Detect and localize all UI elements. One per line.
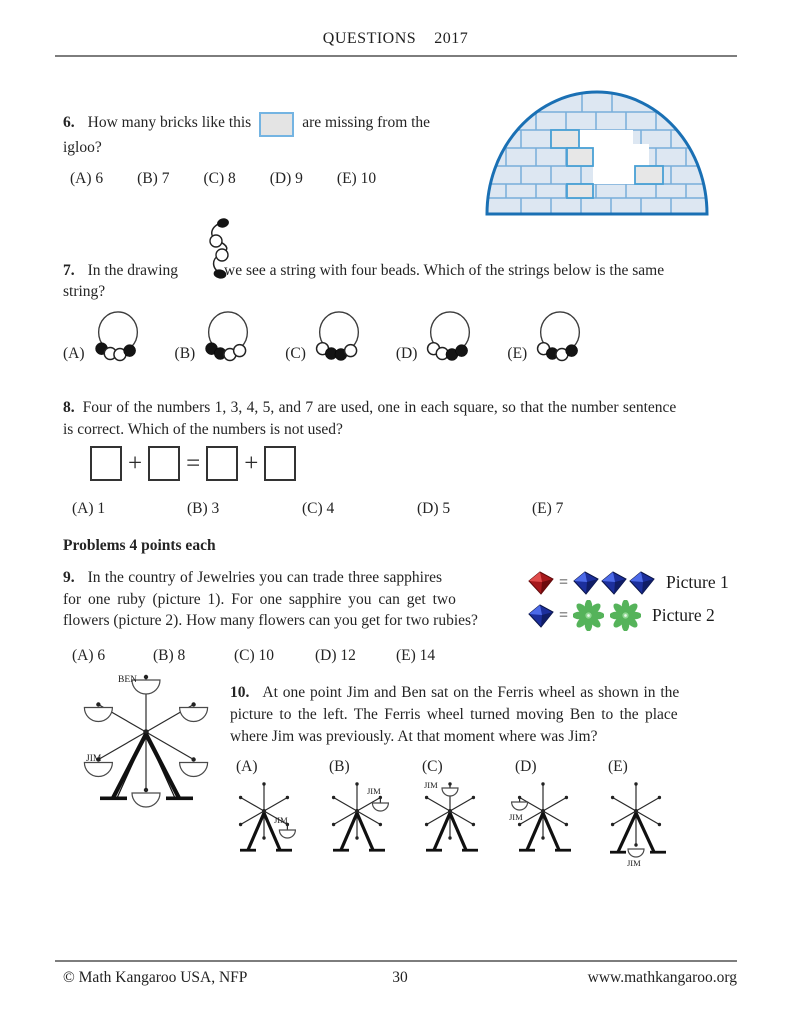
option-label: (A) bbox=[236, 758, 258, 775]
choice: (A) 6 bbox=[72, 647, 106, 664]
question-8-text-line1: Four of the numbers 1, 3, 4, 5, and 7 are used, one in each square, so that the number sentence bbox=[82, 399, 677, 416]
footer-website: www.mathkangaroo.org bbox=[587, 969, 737, 986]
ben-label: BEN bbox=[118, 675, 137, 685]
empty-square bbox=[206, 446, 238, 481]
jim-label: JIM bbox=[274, 815, 288, 825]
choice: (E) 10 bbox=[336, 170, 377, 187]
question-7-text bbox=[63, 260, 664, 282]
question-8-text bbox=[63, 397, 676, 440]
question-6-text-before: How many bricks like this bbox=[87, 114, 252, 131]
question-9-text bbox=[63, 567, 478, 632]
choice: (C) 10 bbox=[234, 647, 275, 664]
string-option-d bbox=[396, 307, 481, 371]
question-9-text-line3: flowers (picture 2). How many flowers can you get for two rubies? bbox=[63, 612, 478, 629]
equals-operator: = bbox=[186, 449, 201, 477]
two-flowers bbox=[573, 600, 641, 631]
empty-square bbox=[148, 446, 180, 481]
option-label: (B) bbox=[329, 758, 350, 775]
page-title-year: 2017 bbox=[434, 30, 469, 47]
ferris-wheel-option-figure bbox=[224, 777, 308, 877]
wheel-option-a bbox=[224, 758, 317, 882]
option-label: (C) bbox=[422, 758, 443, 775]
string-loop-figure bbox=[88, 307, 148, 371]
option-label: (D) bbox=[515, 758, 537, 775]
question-10-text-line1: At one point Jim and Ben sat on the Ferris wheel as shown in the bbox=[262, 684, 680, 701]
picture-1-row bbox=[528, 566, 790, 599]
wheel-option-d bbox=[503, 758, 596, 882]
question-10-number: 10. bbox=[230, 684, 250, 701]
sapphire-icon bbox=[601, 571, 627, 595]
empty-square bbox=[264, 446, 296, 481]
section-heading: Problems 4 points each bbox=[63, 537, 216, 554]
choice: (B) 8 bbox=[153, 647, 186, 664]
jim-label: JIM bbox=[86, 754, 102, 764]
sapphire-icon bbox=[573, 571, 599, 595]
question-7-options bbox=[63, 307, 590, 371]
ferris-wheel-option-figure bbox=[410, 777, 494, 877]
question-10-text-line3: where Jim was previously. At that moment where was Jim? bbox=[230, 728, 598, 745]
jim-label: JIM bbox=[424, 780, 438, 790]
jim-label: JIM bbox=[627, 858, 641, 868]
option-label: (C) bbox=[285, 345, 306, 362]
question-6-number: 6. bbox=[63, 114, 75, 131]
choice: (B) 3 bbox=[187, 500, 220, 517]
sapphire-icon bbox=[629, 571, 655, 595]
ferris-wheel-figure bbox=[56, 668, 228, 818]
wheel-option-b bbox=[317, 758, 410, 882]
footer-copyright: © Math Kangaroo USA, NFP bbox=[63, 969, 248, 986]
option-label: (E) bbox=[608, 758, 628, 775]
string-option-c bbox=[285, 307, 369, 371]
string-option-b bbox=[175, 307, 259, 371]
flower-icon bbox=[573, 600, 604, 631]
jim-label: JIM bbox=[367, 786, 381, 796]
choice: (E) 7 bbox=[532, 500, 564, 517]
picture-2-label: Picture 2 bbox=[652, 605, 715, 625]
flower-icon bbox=[610, 600, 641, 631]
page-title bbox=[0, 30, 791, 48]
question-6-choices bbox=[70, 170, 376, 188]
sapphire-icon bbox=[528, 604, 554, 628]
option-label: (D) bbox=[395, 345, 418, 362]
equals-sign: = bbox=[559, 606, 569, 624]
ruby-icon bbox=[528, 571, 554, 595]
question-7-text-before: In the drawing bbox=[87, 262, 179, 279]
choice: (E) 14 bbox=[396, 647, 436, 664]
question-10-text bbox=[230, 682, 679, 748]
question-9-number: 9. bbox=[63, 569, 75, 586]
choice: (C) 8 bbox=[203, 170, 236, 187]
question-6 bbox=[63, 112, 483, 159]
question-8-text-line2: is correct. Which of the numbers is not used? bbox=[63, 420, 343, 438]
choice: (D) 5 bbox=[417, 500, 451, 517]
choice: (A) 1 bbox=[72, 500, 106, 517]
question-8-choices bbox=[72, 500, 647, 518]
jim-label: JIM bbox=[509, 812, 523, 822]
question-9-text-line2: for one ruby (picture 1). For one sapphire you can get two bbox=[63, 590, 456, 608]
choice: (C) 4 bbox=[302, 500, 335, 517]
igloo-figure bbox=[483, 86, 711, 216]
ferris-wheel-option-figure bbox=[596, 777, 680, 877]
question-6-text-line2: igloo? bbox=[63, 139, 102, 156]
string-option-e bbox=[507, 307, 590, 371]
question-8-number: 8. bbox=[63, 399, 75, 416]
option-label: (A) bbox=[63, 345, 85, 362]
option-label: (B) bbox=[174, 345, 196, 362]
string-loop-figure bbox=[198, 307, 258, 371]
ferris-wheel-option-figure bbox=[317, 777, 401, 877]
question-7-text-line2: string? bbox=[63, 283, 106, 300]
question-9-text-line1: In the country of Jewelries you can trade three sapphires bbox=[87, 569, 443, 586]
choice: (B) 7 bbox=[137, 170, 170, 187]
three-sapphires bbox=[573, 571, 655, 595]
picture-2-row bbox=[528, 599, 790, 632]
question-10-options bbox=[224, 758, 689, 882]
page-title-word: QUESTIONS bbox=[322, 30, 417, 47]
picture-1-label: Picture 1 bbox=[666, 572, 729, 592]
empty-square bbox=[90, 446, 122, 481]
footer-rule bbox=[55, 960, 737, 962]
number-sentence-figure bbox=[90, 446, 296, 481]
string-loop-figure bbox=[309, 307, 369, 371]
string-loop-figure bbox=[420, 307, 480, 371]
footer bbox=[55, 969, 737, 987]
choice: (D) 12 bbox=[315, 647, 356, 664]
string-option-a bbox=[63, 307, 148, 371]
ferris-wheel-option-figure bbox=[503, 777, 587, 877]
wheel-option-c bbox=[410, 758, 503, 882]
brick-swatch-icon bbox=[259, 112, 294, 137]
question-6-text-after: are missing from the bbox=[302, 114, 431, 131]
choice: (A) 6 bbox=[70, 170, 104, 187]
plus-operator: + bbox=[128, 449, 143, 477]
question-7-text-after: we see a string with four beads. Which of the strings below is the same bbox=[224, 262, 665, 279]
question-10-text-line2: picture to the left. The Ferris wheel turned moving Ben to the place bbox=[230, 706, 678, 723]
option-label: (E) bbox=[507, 345, 528, 362]
equals-sign: = bbox=[559, 573, 569, 591]
choice: (D) 9 bbox=[269, 170, 303, 187]
footer-page-number: 30 bbox=[392, 969, 408, 986]
question-9-choices bbox=[72, 647, 477, 665]
question-7-number: 7. bbox=[63, 262, 75, 279]
plus-operator: + bbox=[244, 449, 259, 477]
header-rule bbox=[55, 55, 737, 57]
jewel-trade-figure bbox=[528, 566, 790, 632]
wheel-option-e bbox=[596, 758, 689, 882]
string-loop-figure bbox=[530, 307, 590, 371]
